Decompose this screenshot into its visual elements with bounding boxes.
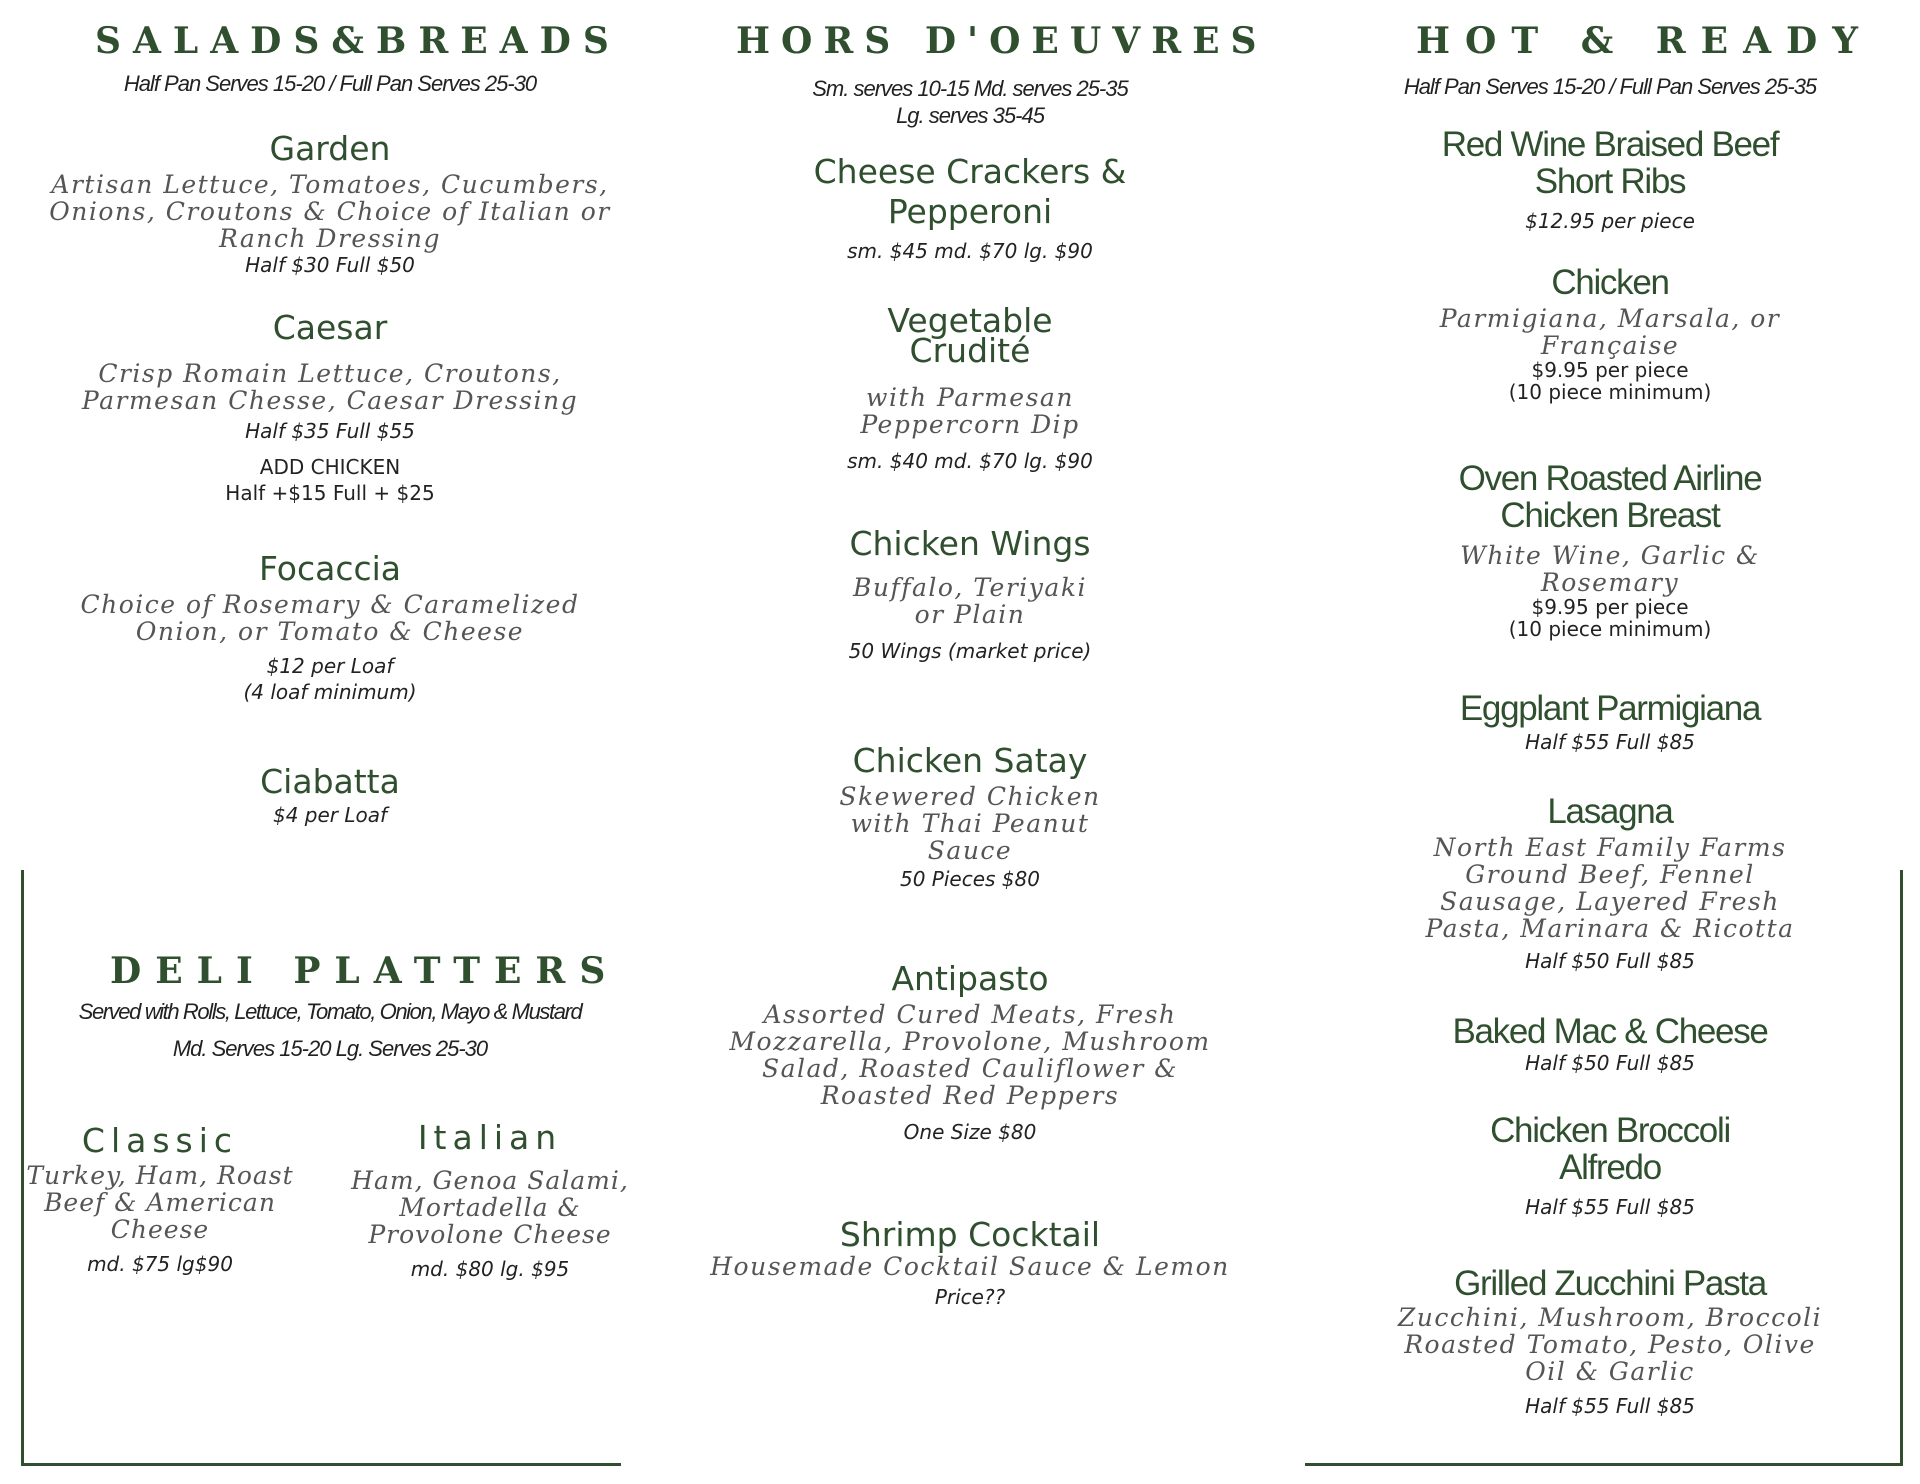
item-name-line: Baked Mac & Cheese	[1452, 1012, 1768, 1051]
menu-item-garden	[0, 131, 660, 278]
menu-item-focaccia	[0, 551, 660, 705]
item-name: Italian	[417, 1118, 563, 1157]
item-name-line: Grilled Zucchini Pasta	[1454, 1264, 1766, 1303]
item-price: Half $55 Full $85	[1525, 730, 1695, 754]
item-desc-line: with Parmesan	[866, 383, 1074, 412]
item-desc-line: Skewered Chicken	[839, 782, 1101, 811]
item-desc-line: Turkey, Ham, Roast	[26, 1161, 294, 1190]
menu-item-chicken-satay	[700, 743, 1240, 892]
item-desc-line: Oil & Garlic	[1525, 1357, 1695, 1386]
item-price: Half $30 Full $50	[245, 253, 415, 277]
frame-right-line	[1900, 870, 1903, 1466]
item-note: (4 loaf minimum)	[243, 680, 417, 704]
deli-subtitle-1: Served with Rolls, Lettuce, Tomato, Onion, Mayo & Mustard	[78, 999, 582, 1024]
menu-item-caesar	[0, 310, 660, 506]
deli-item-classic	[20, 1121, 300, 1277]
item-name-line: Eggplant Parmigiana	[1459, 689, 1761, 728]
item-name: Garden	[269, 129, 391, 168]
menu-item-cheese-crackers	[700, 152, 1240, 264]
item-desc-line: Roasted Tomato, Pesto, Olive	[1404, 1330, 1816, 1359]
menu-item-chicken-wings	[700, 526, 1240, 664]
item-desc-line: Beef & American	[44, 1188, 276, 1217]
deli-subtitle-2: Md. Serves 15-20 Lg. Serves 25-30	[172, 1036, 488, 1061]
item-desc-line: Onions, Croutons & Choice of Italian or	[49, 197, 611, 226]
item-name-line: Vegetable	[887, 301, 1053, 340]
item-desc-line: Parmesan Chesse, Caesar Dressing	[81, 386, 579, 415]
item-desc-line: Salad, Roasted Cauliflower &	[762, 1054, 1178, 1083]
item-price: $9.95 per piece	[1531, 358, 1689, 382]
item-desc-line: Sausage, Layered Fresh	[1440, 887, 1780, 916]
hors-subtitle-2: Lg. serves 35-45	[896, 103, 1044, 128]
menu-item-chicken	[1340, 264, 1880, 403]
salads-title: SALADS&BREADS	[95, 20, 621, 62]
item-desc-line: Sauce	[927, 836, 1013, 865]
item-price: sm. $40 md. $70 lg. $90	[847, 449, 1093, 473]
item-desc-line: Mortadella &	[399, 1193, 581, 1222]
menu-item-airline-chicken	[1340, 460, 1880, 640]
item-name-line: Crudité	[909, 331, 1031, 370]
item-name-line: Red Wine Braised Beef	[1441, 125, 1779, 164]
item-desc-line: Parmigiana, Marsala, or	[1439, 304, 1781, 333]
item-name: Ciabatta	[260, 762, 400, 801]
salads-subtitle: Half Pan Serves 15-20 / Full Pan Serves 25-30	[123, 71, 537, 96]
hot-title: HOT & READY	[1416, 20, 1873, 62]
item-name-line: Chicken Breast	[1500, 496, 1720, 535]
item-price: md. $75 lg$90	[87, 1252, 233, 1276]
menu-item-chicken-broccoli-alfredo	[1340, 1112, 1880, 1220]
item-desc-line: Assorted Cured Meats, Fresh	[763, 1000, 1177, 1029]
item-desc-line: Cheese	[110, 1215, 210, 1244]
item-desc-line: Française	[1540, 331, 1680, 360]
item-desc-line: with Thai Peanut	[850, 809, 1090, 838]
item-price: Half $55 Full $85	[1525, 1394, 1695, 1418]
item-note: (10 piece minimum)	[1508, 617, 1712, 641]
item-desc-line: Ranch Dressing	[218, 224, 441, 253]
item-price: 50 Wings (market price)	[848, 639, 1092, 663]
item-price: Half $50 Full $85	[1525, 1051, 1695, 1075]
item-desc-line: or Plain	[914, 600, 1026, 629]
item-desc-line: Ground Beef, Fennel	[1465, 860, 1755, 889]
item-name: Classic	[81, 1121, 239, 1160]
item-desc-line: Roasted Red Peppers	[820, 1081, 1120, 1110]
item-price: One Size $80	[903, 1120, 1037, 1144]
item-price: Half $55 Full $85	[1525, 1195, 1695, 1219]
item-desc-line: Peppercorn Dip	[860, 410, 1080, 439]
item-price: sm. $45 md. $70 lg. $90	[847, 239, 1093, 263]
item-price: md. $80 lg. $95	[410, 1257, 570, 1281]
hot-subtitle: Half Pan Serves 15-20 / Full Pan Serves 25-35	[1403, 74, 1817, 99]
item-desc-line: Rosemary	[1540, 568, 1680, 597]
item-price: $4 per Loaf	[272, 803, 388, 827]
item-desc-line: Choice of Rosemary & Caramelized	[80, 590, 580, 619]
item-name-line: Antipasto	[891, 959, 1049, 998]
frame-bottom-line-right	[1305, 1463, 1903, 1466]
item-name-line: Shrimp Cocktail	[839, 1215, 1101, 1254]
item-price: Half $35 Full $55	[245, 419, 415, 443]
item-price: 50 Pieces $80	[900, 867, 1040, 891]
item-price: $9.95 per piece	[1531, 595, 1689, 619]
item-name-line: Chicken Broccoli	[1490, 1111, 1730, 1150]
item-addon-label: ADD CHICKEN	[259, 455, 401, 479]
menu-item-antipasto	[700, 961, 1240, 1145]
item-addon-price: Half +$15 Full + $25	[225, 481, 435, 505]
menu-item-mac-cheese	[1340, 1013, 1880, 1076]
menu-item-short-ribs	[1340, 126, 1880, 234]
menu-item-lasagna	[1340, 793, 1880, 974]
item-name-line: Alfredo	[1559, 1148, 1661, 1187]
item-desc-line: Mozzarella, Provolone, Mushroom	[729, 1027, 1211, 1056]
item-name-line: Lasagna	[1547, 792, 1673, 831]
item-desc-line: Zucchini, Mushroom, Broccoli	[1397, 1303, 1823, 1332]
item-desc-line: Pasta, Marinara & Ricotta	[1425, 914, 1795, 943]
hors-title: HORS D'OEUVRES	[736, 20, 1268, 62]
item-name-line: Cheese Crackers &	[813, 152, 1127, 191]
item-name: Caesar	[272, 308, 388, 347]
item-name-line: Pepperoni	[887, 192, 1053, 231]
frame-bottom-line-left	[21, 1463, 621, 1466]
item-desc-line: Ham, Genoa Salami,	[351, 1166, 629, 1195]
item-desc-line: Crisp Romain Lettuce, Croutons,	[98, 359, 562, 388]
item-desc-line: Artisan Lettuce, Tomatoes, Cucumbers,	[51, 170, 609, 199]
item-desc-line: Provolone Cheese	[368, 1220, 612, 1249]
item-name-line: Chicken	[1551, 263, 1669, 302]
item-price: $12 per Loaf	[266, 654, 394, 678]
menu-item-vegetable-crudite	[700, 301, 1240, 474]
menu-item-grilled-zucchini-pasta	[1340, 1265, 1880, 1419]
item-name-line: Chicken Satay	[852, 741, 1088, 780]
item-name: Focaccia	[258, 549, 402, 588]
item-name-line: Short Ribs	[1534, 162, 1686, 201]
item-name-line: Chicken Wings	[849, 524, 1091, 563]
item-name-line: Oven Roasted Airline	[1458, 459, 1762, 498]
item-price: Price??	[934, 1285, 1006, 1309]
item-desc-line: Housemade Cocktail Sauce & Lemon	[710, 1252, 1230, 1281]
item-desc-line: North East Family Farms	[1433, 833, 1787, 862]
menu-item-eggplant-parmigiana	[1340, 690, 1880, 755]
item-price: Half $50 Full $85	[1525, 949, 1695, 973]
menu-item-shrimp-cocktail	[700, 1217, 1240, 1310]
deli-item-italian	[340, 1118, 640, 1282]
item-desc-line: Buffalo, Teriyaki	[853, 573, 1087, 602]
deli-title: DELI PLATTERS	[110, 950, 620, 992]
hors-subtitle-1: Sm. serves 10-15 Md. serves 25-35	[812, 76, 1128, 101]
item-price: $12.95 per piece	[1525, 209, 1695, 233]
item-note: (10 piece minimum)	[1508, 380, 1712, 404]
menu-item-ciabatta	[0, 764, 660, 828]
item-desc-line: White Wine, Garlic &	[1460, 541, 1760, 570]
item-desc-line: Onion, or Tomato & Cheese	[135, 617, 525, 646]
